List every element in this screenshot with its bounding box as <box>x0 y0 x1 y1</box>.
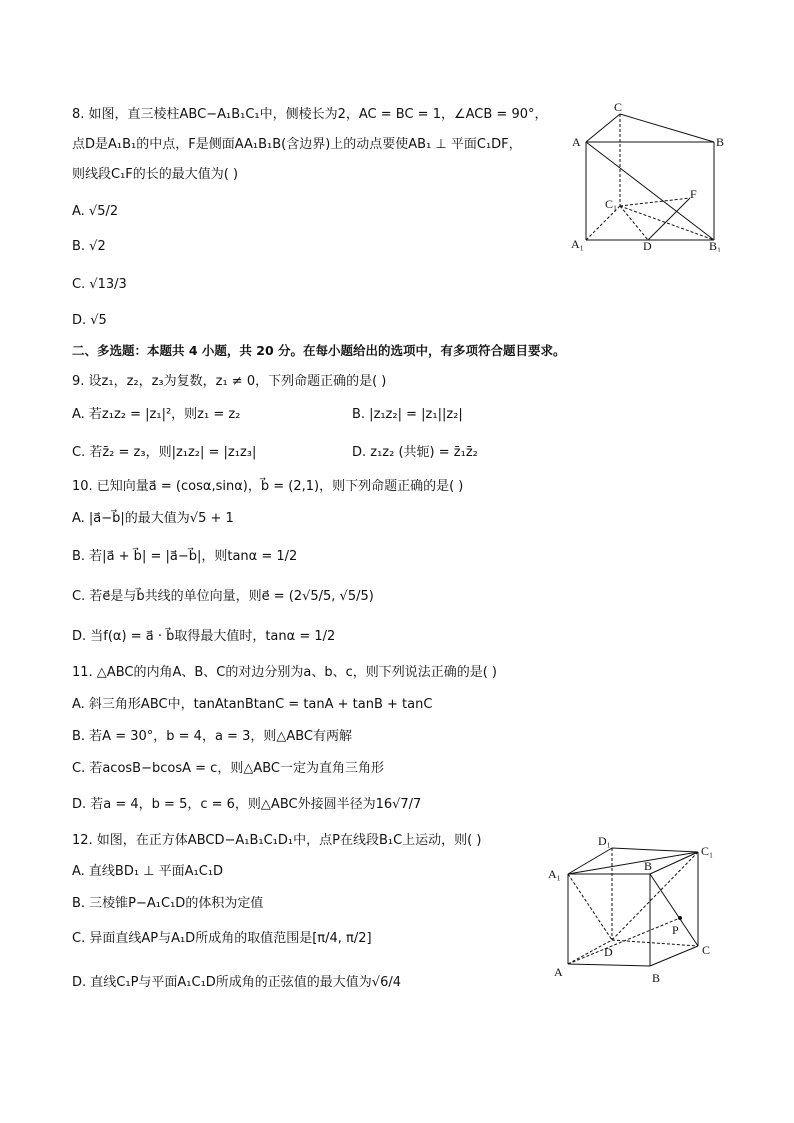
q8-edge-cb <box>620 114 714 142</box>
q12-label-c1: C₁ <box>701 844 714 858</box>
q12-stem: 12. 如图，在正方体ABCD−A₁B₁C₁D₁中，点P在线段B₁C上运动，则( ) <box>72 833 482 848</box>
q11-option-c: C. 若acosB−bcosA = c，则△ABC一定为直角三角形 <box>72 761 384 776</box>
q8-edge-ac <box>586 114 620 142</box>
q8-segment-c1f <box>620 198 690 206</box>
q12-label-a1: A₁ <box>548 867 561 881</box>
q10-option-a: A. |a⃗−b⃗|的最大值为√5 + 1 <box>72 511 234 526</box>
q12-cube-figure <box>540 834 730 990</box>
q9-stem: 9. 设z₁，z₂，z₃为复数，z₁ ≠ 0，下列命题正确的是( ) <box>72 374 387 389</box>
q11-option-a: A. 斜三角形ABC中，tanAtanBtanC = tanA + tanB + tanC <box>72 697 433 712</box>
q8-option-b: B. √2 <box>72 239 106 254</box>
q8-label-c: C <box>614 100 623 114</box>
q8-segment-df <box>648 198 690 240</box>
q11-stem: 11. △ABC的内角A、B、C的对边分别为a、b、c，则下列说法正确的是( ) <box>72 665 497 680</box>
q8-label-a1: A₁ <box>571 237 584 251</box>
q8-label-b: B <box>716 135 725 149</box>
q8-label-f: F <box>690 187 697 201</box>
q12-option-d: D. 直线C₁P与平面A₁C₁D所成角的正弦值的最大值为√6/4 <box>72 975 402 990</box>
q12-label-b: B <box>652 971 661 985</box>
q12-edge-ab <box>568 964 650 966</box>
q12-label-c: C <box>702 943 711 957</box>
q12-edge-b1c1 <box>650 852 698 874</box>
q9-option-d: D. z₁z₂ (共轭) = z̄₁z̄₂ <box>352 445 478 460</box>
q8-label-a: A <box>572 135 581 149</box>
q8-segment-c1d <box>620 206 648 240</box>
q12-option-c: C. 异面直线AP与A₁D所成角的取值范围是[π/4, π/2] <box>72 931 372 946</box>
q8-stem-line1: 8. 如图，直三棱柱ABC−A₁B₁C₁中，侧棱长为2，AC = BC = 1，∠ACB = 90°， <box>72 107 548 122</box>
q11-option-d: D. 若a = 4，b = 5，c = 6，则△ABC外接圆半径为16√7/7 <box>72 797 422 812</box>
q12-edge-d1c1 <box>612 848 698 852</box>
q12-label-p: P <box>672 923 679 937</box>
q8-label-b1: B₁ <box>709 239 722 252</box>
q10-option-d: D. 当f(α) = a⃗ · b⃗取得最大值时，tanα = 1/2 <box>72 629 336 644</box>
q12-label-d: D <box>604 945 613 959</box>
q11-option-b: B. 若A = 30°，b = 4，a = 3，则△ABC有两解 <box>72 729 353 744</box>
q8-prism-figure <box>568 100 728 252</box>
q12-point-p <box>678 916 682 920</box>
q8-label-c1: C₁ <box>605 197 618 211</box>
q8-edge-a1c1 <box>586 206 620 240</box>
q12-option-b: B. 三棱锥P−A₁C₁D的体积为定值 <box>72 896 264 911</box>
q8-stem-line3: 则线段C₁F的长的最大值为( ) <box>72 167 239 182</box>
q8-option-d: D. √5 <box>72 313 107 328</box>
q8-option-a: A. √5/2 <box>72 204 119 219</box>
q9-option-c: C. 若z̄₂ = z₃，则|z₁z₂| = |z₁z₃| <box>72 445 257 460</box>
q9-option-a: A. 若z₁z₂ = |z₁|²，则z₁ = z₂ <box>72 407 241 422</box>
q9-option-b: B. |z₁z₂| = |z₁||z₂| <box>352 407 463 422</box>
q8-option-c: C. √13/3 <box>72 277 127 292</box>
q8-stem-line2: 点D是A₁B₁的中点，F是侧面AA₁B₁B(含边界)上的动点要使AB₁ ⊥ 平面C₁DF， <box>72 137 522 152</box>
q12-edge-bc <box>650 946 698 966</box>
q12-diag-a1d <box>568 874 612 940</box>
q12-label-a: A <box>554 965 563 979</box>
q12-label-d1: D₁ <box>598 834 611 848</box>
q8-label-d: D <box>643 239 652 252</box>
q12-label-b1: B <box>644 859 653 873</box>
q12-segment-ap <box>568 918 680 964</box>
q10-option-b: B. 若|a⃗ + b⃗| = |a⃗−b⃗|，则tanα = 1/2 <box>72 549 298 564</box>
q10-stem: 10. 已知向量a⃗ = (cosα,sinα)，b⃗ = (2,1)，则下列命题正确的是( ) <box>72 479 464 494</box>
q12-option-a: A. 直线BD₁ ⊥ 平面A₁C₁D <box>72 864 224 879</box>
q10-option-c: C. 若e⃗是与b⃗共线的单位向量，则e⃗ = (2√5/5, √5/5) <box>72 589 374 604</box>
section-2-heading: 二、多选题：本题共 4 小题，共 20 分。在每小题给出的选项中，有多项符合题目要求。 <box>72 343 566 358</box>
